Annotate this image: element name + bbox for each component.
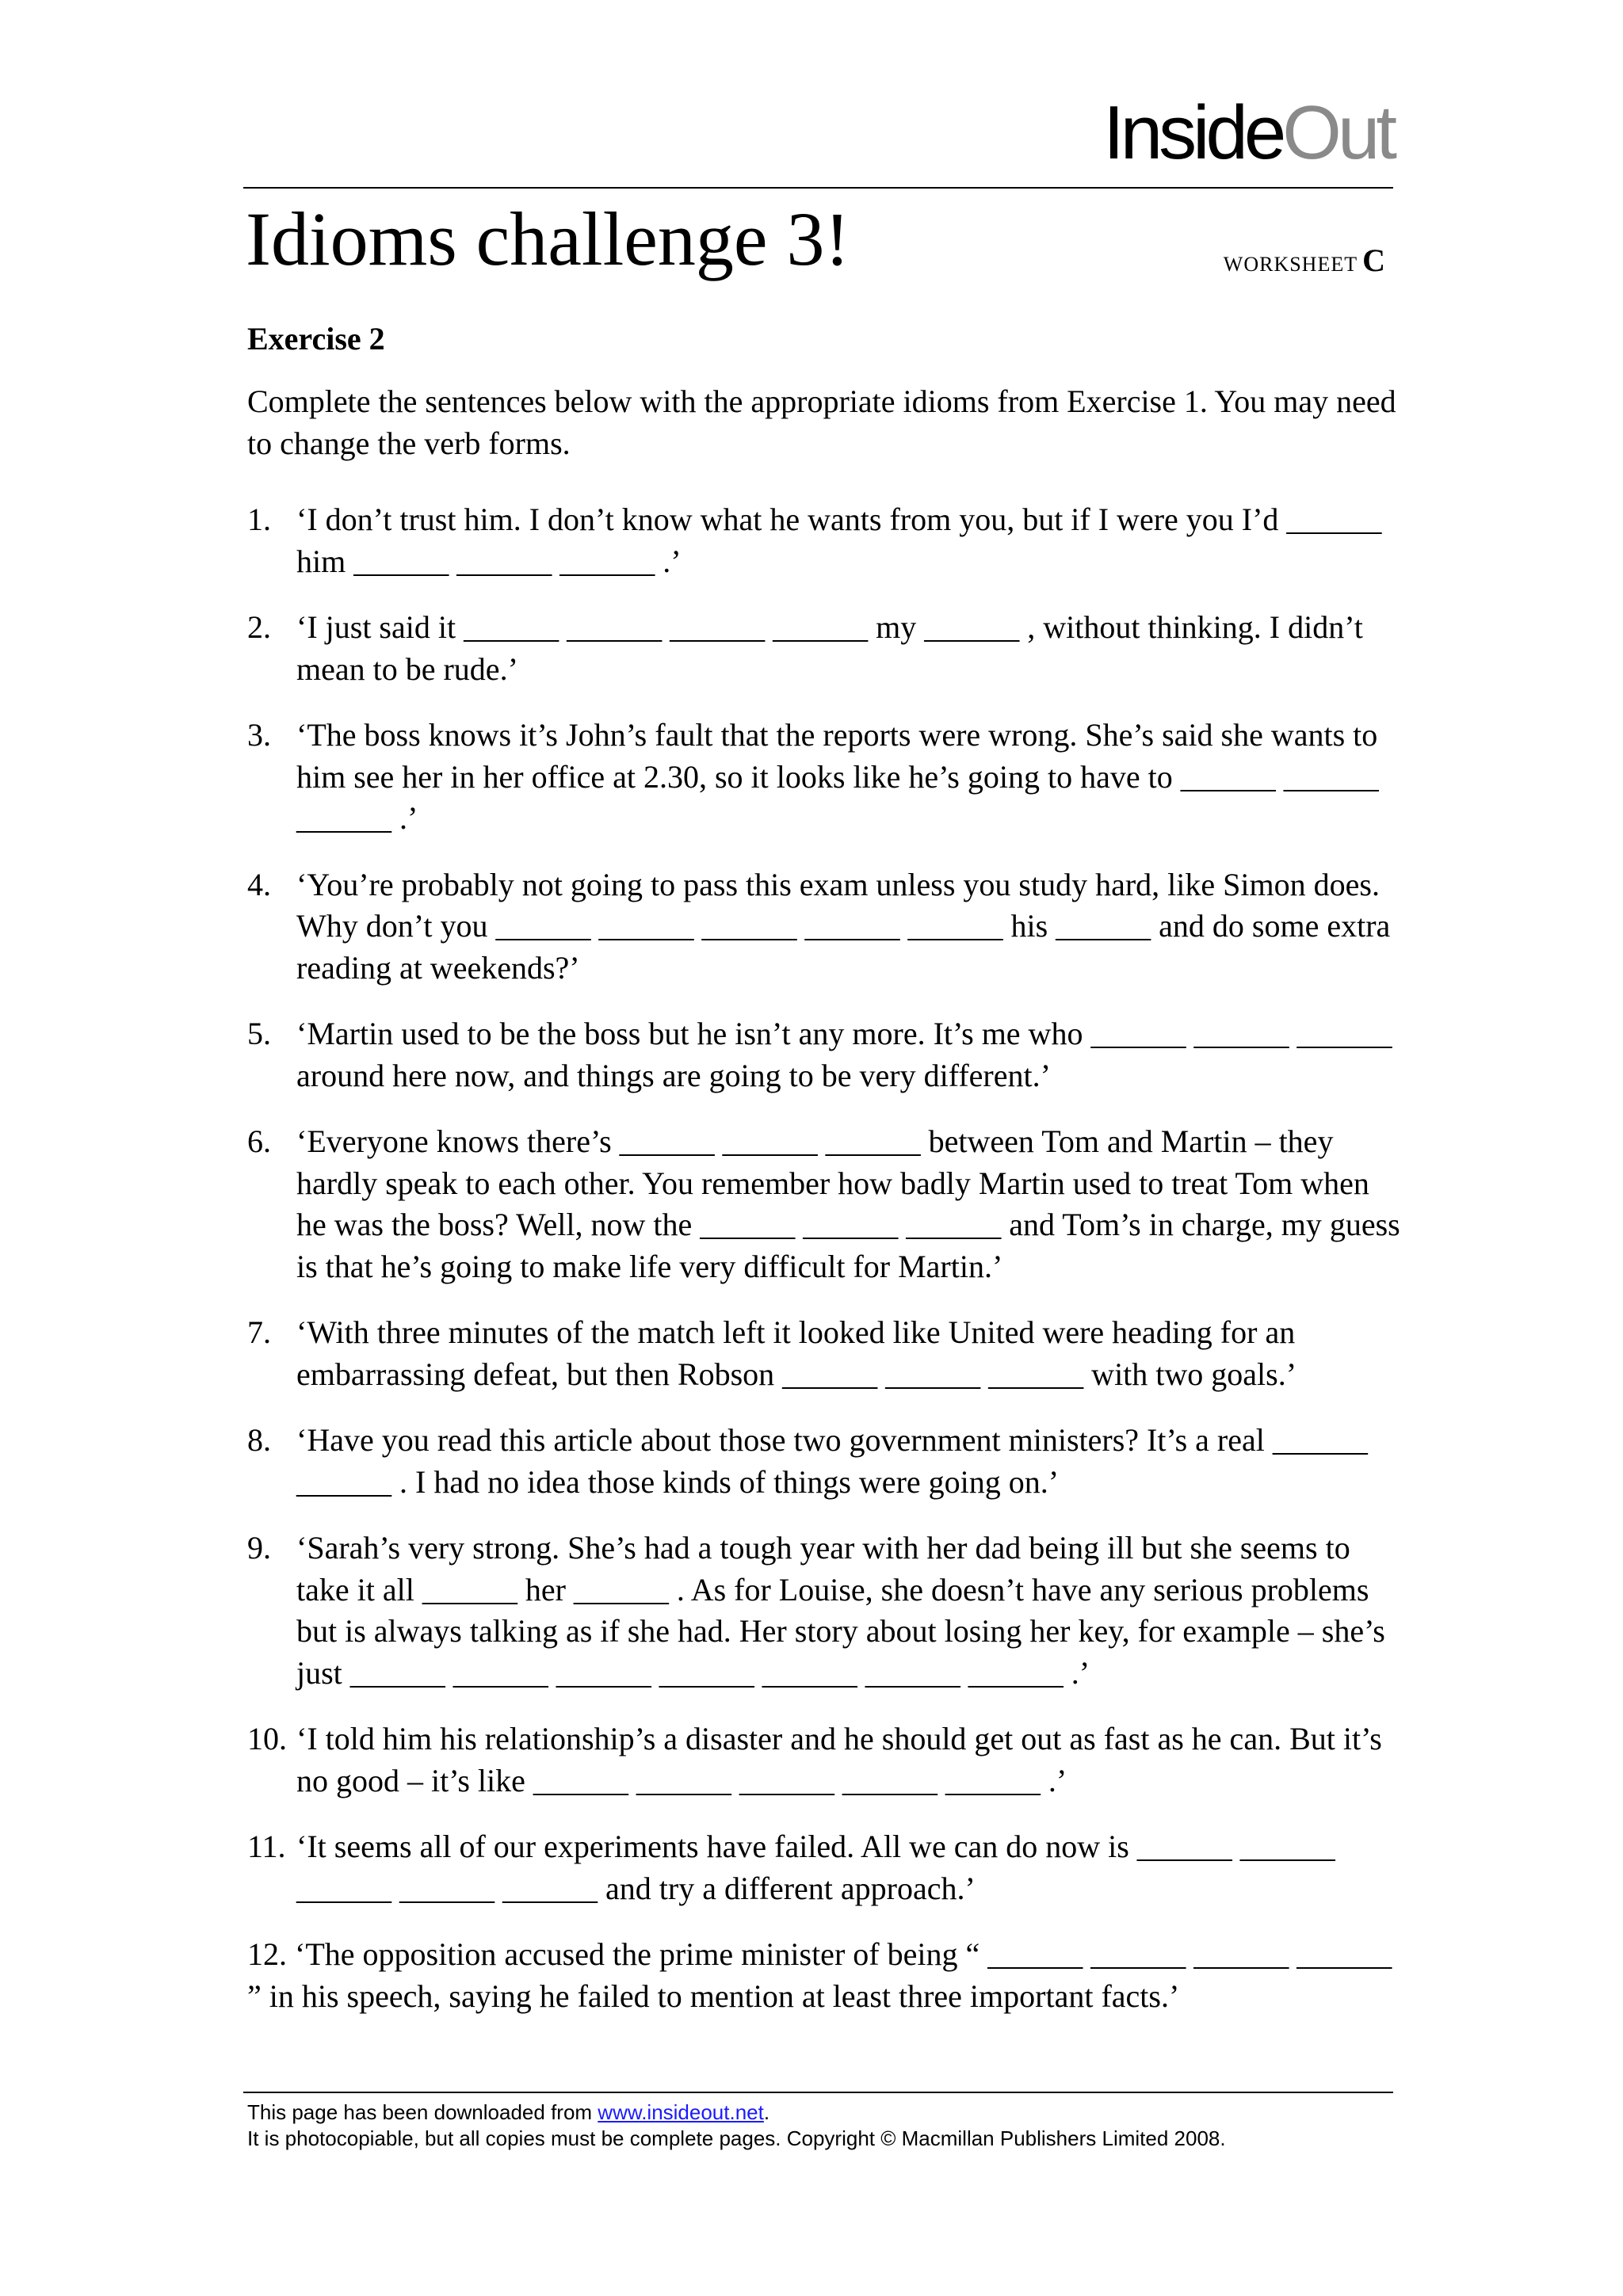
item-text: ‘You’re probably not going to pass this exam unless you study hard, like Simon does. Why don’t you ______ ______ ______ ______ ______ his ______ and do some extra reading at weekends?’ [296, 866, 1391, 986]
exercise-item-9 [247, 1527, 1404, 1694]
item-text: ‘It seems all of our experiments have failed. All we can do now is ______ ______ ______ ______ ______ and try a different approach.’ [296, 1829, 1335, 1906]
exercise-item-1 [247, 499, 1404, 582]
item-number: 9. [247, 1530, 271, 1566]
item-number: 5. [247, 1016, 271, 1051]
header-divider [243, 187, 1393, 189]
worksheet-letter: C [1362, 242, 1385, 278]
exercise-item-10 [247, 1718, 1404, 1802]
item-number: 10. [247, 1721, 287, 1756]
item-text: ‘I just said it ______ ______ ______ ______ my ______ , without thinking. I didn’t mean to be rude.’ [296, 609, 1363, 687]
item-number: 11. [247, 1829, 286, 1864]
exercise-item-5 [247, 1013, 1404, 1097]
exercise-item-12 [247, 1934, 1404, 2017]
footer-link[interactable]: www.insideout.net [598, 2100, 764, 2124]
footer-prefix: This page has been downloaded from [247, 2100, 598, 2124]
item-number: 7. [247, 1314, 271, 1350]
footer-divider [243, 2092, 1393, 2093]
item-number: 3. [247, 717, 271, 753]
footer [247, 2100, 1226, 2152]
item-number: 4. [247, 866, 271, 902]
brand-logo [1103, 90, 1393, 175]
item-text: ‘The opposition accused the prime minister of being “ ______ ______ ______ ______ ” in his speech, saying he failed to mention at least three important facts.’ [247, 1936, 1392, 2014]
footer-line-2: It is photocopiable, but all copies must be complete pages. Copyright © Macmillan Publishers Limited 2008. [247, 2126, 1226, 2150]
item-number: 12. [247, 1936, 287, 1972]
item-text: ‘Have you read this article about those two government ministers? It’s a real ______ ______ . I had no idea those kinds of things were going on.’ [296, 1422, 1368, 1500]
item-number: 2. [247, 609, 271, 645]
logo-word-inside: Inside [1103, 90, 1283, 175]
exercise-list [247, 499, 1404, 2042]
exercise-item-7 [247, 1312, 1404, 1395]
item-number: 1. [247, 502, 271, 537]
exercise-heading: Exercise 2 [247, 321, 385, 357]
exercise-item-6 [247, 1121, 1404, 1287]
item-text: ‘Everyone knows there’s ______ ______ ______ between Tom and Martin – they hardly speak to each other. You remember how badly Martin used to treat Tom when he was the boss? Well, now the ______ ______ ______ and Tom’s in charge, my guess is that he’s going to make life very difficult for Martin.’ [296, 1123, 1400, 1284]
logo-word-out: Out [1282, 90, 1393, 175]
item-number: 8. [247, 1422, 271, 1458]
footer-suffix: . [763, 2100, 770, 2124]
item-text: ‘Sarah’s very strong. She’s had a tough year with her dad being ill but she seems to take it all ______ her ______ . As for Louise, she doesn’t have any serious problems but is always talking as if she had. Her story about losing her key, for example – she’s just ______ ______ ______ ______ ______ ______ ______ .’ [296, 1530, 1385, 1691]
item-text: ‘I don’t trust him. I don’t know what he wants from you, but if I were you I’d ______ him ______ ______ ______ .’ [296, 502, 1382, 579]
page-title: Idioms challenge 3! [246, 196, 850, 281]
item-text: ‘Martin used to be the boss but he isn’t any more. It’s me who ______ ______ ______ around here now, and things are going to be very different.’ [296, 1016, 1392, 1093]
item-text: ‘The boss knows it’s John’s fault that the reports were wrong. She’s said she wants to him see her in her office at 2.30, so it looks like he’s going to have to ______ ______ ______ .’ [296, 717, 1379, 836]
exercise-item-2 [247, 607, 1404, 690]
exercise-item-8 [247, 1420, 1404, 1503]
exercise-item-4 [247, 864, 1404, 990]
worksheet-word: WORKSHEET [1223, 253, 1358, 276]
item-text: ‘I told him his relationship’s a disaster and he should get out as fast as he can. But it’s no good – it’s like ______ ______ ______ ______ ______ .’ [296, 1721, 1382, 1798]
item-number: 6. [247, 1123, 271, 1159]
instructions: Complete the sentences below with the appropriate idioms from Exercise 1. You may need to change the verb forms. [247, 383, 1396, 461]
footer-line-1 [247, 2100, 1226, 2126]
exercise-item-11 [247, 1826, 1404, 1909]
worksheet-label [1224, 242, 1385, 279]
item-text: ‘With three minutes of the match left it looked like United were heading for an embarrassing defeat, but then Robson ______ ______ ______ with two goals.’ [296, 1314, 1297, 1392]
exercise-item-3 [247, 715, 1404, 840]
